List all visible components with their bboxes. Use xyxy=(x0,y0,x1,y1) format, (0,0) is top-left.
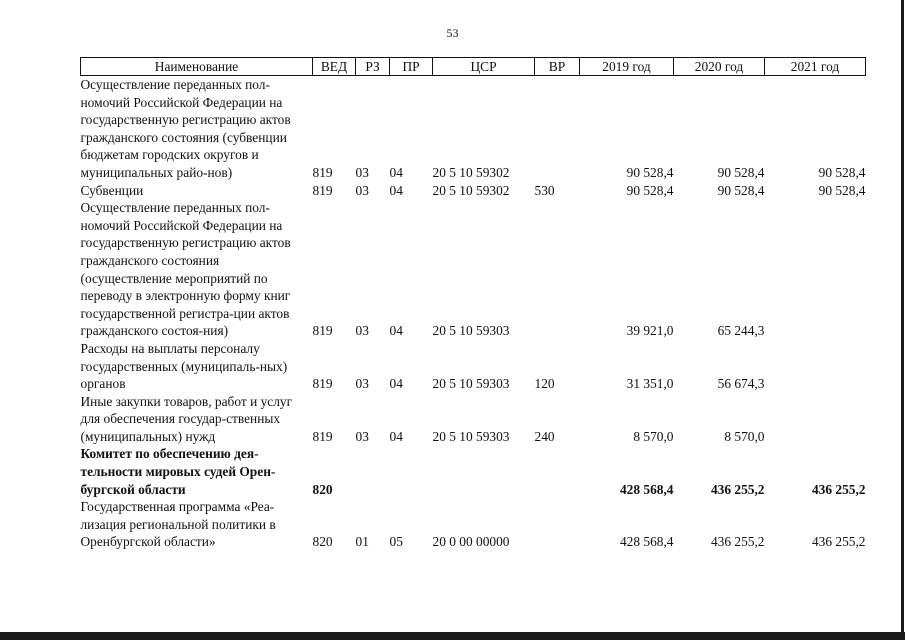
row-rz: 03 xyxy=(355,164,369,180)
row-amount-2020: 436 255,2 xyxy=(710,534,765,550)
row-pr: 04 xyxy=(389,182,403,198)
row-ved: 819 xyxy=(312,428,333,444)
row-name: Комитет по обеспечению дея-тельности мировых судей Орен-бургской области xyxy=(80,446,276,497)
row-vr: 120 xyxy=(534,376,555,392)
row-amount-2019: 8 570,0 xyxy=(633,428,674,444)
row-amount-2020: 65 244,3 xyxy=(717,323,765,339)
row-vr xyxy=(535,199,580,340)
row-amount-2021: 90 528,4 xyxy=(818,182,866,198)
row-csr xyxy=(433,445,535,498)
row-amount-2020: 8 570,0 xyxy=(724,428,765,444)
row-amount-2019: 428 568,4 xyxy=(619,534,674,550)
row-csr: 20 5 10 59302 xyxy=(432,182,510,198)
row-pr: 04 xyxy=(389,428,403,444)
row-amount-2021 xyxy=(765,340,866,393)
scan-border-right xyxy=(901,0,904,640)
table-row xyxy=(81,182,866,200)
row-ved: 820 xyxy=(312,481,333,497)
row-pr: 04 xyxy=(389,323,403,339)
budget-table xyxy=(80,57,866,551)
row-name: Расходы на выплаты персоналу государственных (муниципаль-ных) органов xyxy=(80,340,288,392)
row-csr: 20 5 10 59303 xyxy=(432,376,510,392)
row-vr xyxy=(535,76,580,182)
row-name: Субвенции xyxy=(80,182,144,198)
row-pr xyxy=(390,445,433,498)
table-row xyxy=(81,393,866,446)
row-vr: 240 xyxy=(534,428,555,444)
row-pr: 04 xyxy=(389,376,403,392)
header-csr: ЦСР xyxy=(433,58,535,76)
row-name: Иные закупки товаров, работ и услуг для обеспечения государ-ственных (муниципальных) нужд xyxy=(80,393,293,444)
table-body xyxy=(81,76,866,552)
header-vr: ВР xyxy=(535,58,580,76)
header-2019: 2019 год xyxy=(580,58,674,76)
row-name: Государственная программа «Реа-лизация региональной политики в Оренбургской области» xyxy=(80,499,276,550)
row-vr xyxy=(535,498,580,551)
row-csr: 20 0 00 00000 xyxy=(432,534,510,550)
header-2020: 2020 год xyxy=(674,58,765,76)
row-pr: 04 xyxy=(389,164,403,180)
table-row xyxy=(81,340,866,393)
row-vr xyxy=(535,445,580,498)
table-row xyxy=(81,445,866,498)
row-rz: 03 xyxy=(355,428,369,444)
row-amount-2021: 436 255,2 xyxy=(811,481,866,497)
header-rz: РЗ xyxy=(356,58,390,76)
scan-border-bottom xyxy=(0,632,905,640)
row-name: Осуществление переданных пол-номочий Российской Федерации на государственную регистрацию актов гражданского состояния (субвенции бюджетам городских округов и муниципальных райо-нов) xyxy=(80,77,291,180)
row-amount-2020: 436 255,2 xyxy=(710,481,765,497)
row-amount-2020: 90 528,4 xyxy=(717,164,765,180)
row-name: Осуществление переданных пол-номочий Российской Федерации на государственную регистрацию актов гражданского состояния (осуществление мероприятий по переводу в электронную форму книг государственной регистра-ции актов гражданского состоя-ния) xyxy=(80,200,291,339)
row-amount-2019: 90 528,4 xyxy=(626,164,674,180)
row-ved: 820 xyxy=(312,534,333,550)
row-rz: 03 xyxy=(355,376,369,392)
row-rz: 03 xyxy=(355,323,369,339)
header-ved: ВЕД xyxy=(313,58,356,76)
row-vr: 530 xyxy=(534,182,555,198)
page-number: 53 xyxy=(446,26,459,40)
row-pr: 05 xyxy=(389,534,403,550)
row-csr: 20 5 10 59303 xyxy=(432,323,510,339)
row-rz xyxy=(356,445,390,498)
row-amount-2019: 31 351,0 xyxy=(626,376,674,392)
row-rz: 01 xyxy=(355,534,369,550)
row-ved: 819 xyxy=(312,376,333,392)
header-2021: 2021 год xyxy=(765,58,866,76)
row-ved: 819 xyxy=(312,323,333,339)
table-row xyxy=(81,76,866,182)
table-row xyxy=(81,199,866,340)
row-amount-2021: 436 255,2 xyxy=(811,534,866,550)
row-amount-2019: 39 921,0 xyxy=(626,323,674,339)
table-row xyxy=(81,498,866,551)
header-name: Наименование xyxy=(81,58,313,76)
row-ved: 819 xyxy=(312,182,333,198)
row-amount-2020: 90 528,4 xyxy=(717,182,765,198)
row-amount-2019: 90 528,4 xyxy=(626,182,674,198)
table-header-row xyxy=(81,58,866,76)
row-amount-2019: 428 568,4 xyxy=(619,481,674,497)
row-ved: 819 xyxy=(312,164,333,180)
header-pr: ПР xyxy=(390,58,433,76)
row-amount-2021: 90 528,4 xyxy=(818,164,866,180)
row-amount-2020: 56 674,3 xyxy=(717,376,765,392)
row-csr: 20 5 10 59303 xyxy=(432,428,510,444)
row-amount-2021 xyxy=(765,393,866,446)
row-amount-2021 xyxy=(765,199,866,340)
row-rz: 03 xyxy=(355,182,369,198)
row-csr: 20 5 10 59302 xyxy=(432,164,510,180)
